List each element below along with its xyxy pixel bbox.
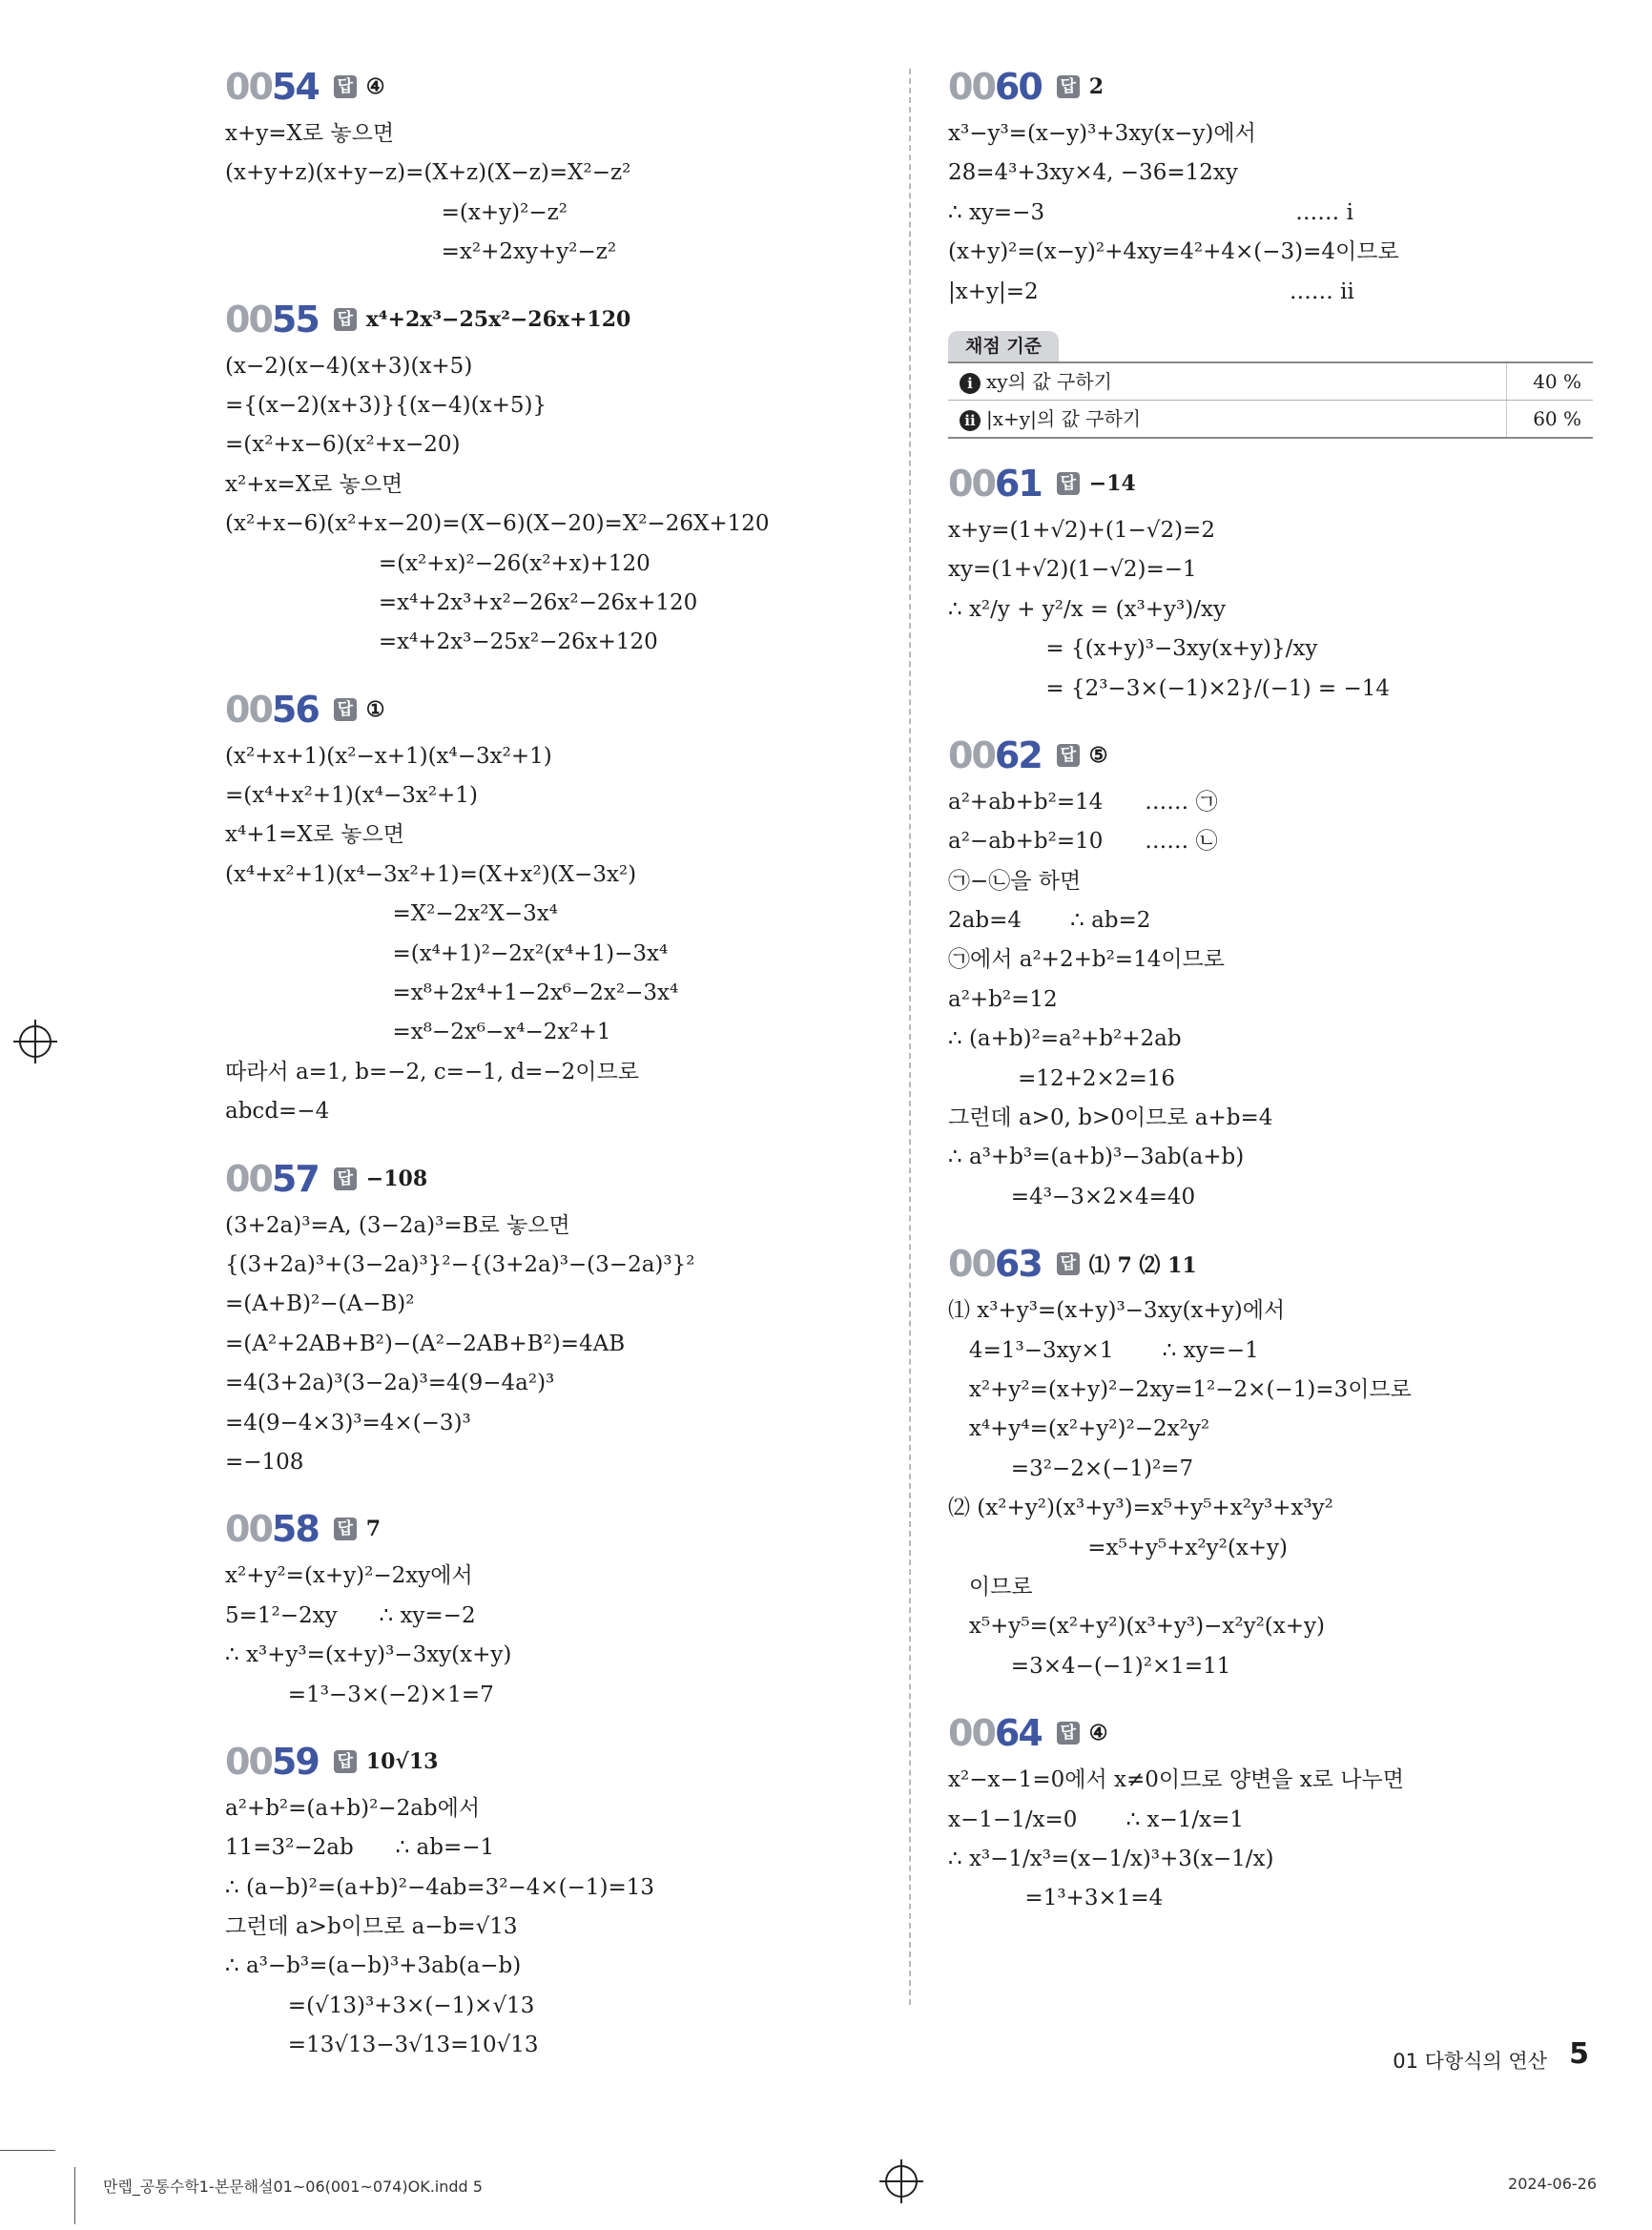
- solution-line: a²+ab+b²=14 …… ㉠: [948, 789, 1218, 815]
- answer-badge: 답: [334, 1167, 357, 1190]
- solution-line: x²+y²=(x+y)²−2xy=1²−2×(−1)=3이므로: [948, 1376, 1412, 1402]
- solution-line: =1³+3×1=4: [948, 1886, 1164, 1911]
- answer-value: ④: [1088, 1721, 1108, 1746]
- answer-value: 7: [365, 1517, 382, 1542]
- column-divider: [909, 69, 911, 2005]
- solution-line: ∴ x²/y + y²/x = (x³+y³)/xy: [948, 596, 1226, 622]
- problem-number: 0054: [225, 66, 319, 108]
- solution-line: =1³−3×(−2)×1=7: [225, 1682, 494, 1707]
- rubric-criterion: xy의 값 구하기: [986, 369, 1112, 393]
- solution-line: (x⁴+x²+1)(x⁴−3x²+1)=(X+x²)(X−3x²): [225, 861, 637, 887]
- solution-line: (3+2a)³=A, (3−2a)³=B로 놓으면: [225, 1212, 570, 1238]
- answer-value: x⁴+2x³−25x²−26x+120: [365, 306, 631, 332]
- solution-line: ∴ xy=−3 …… ⅰ: [948, 199, 1353, 225]
- solution-line: ∴ x³+y³=(x+y)³−3xy(x+y): [225, 1642, 512, 1668]
- solution-line: =4(3+2a)³(3−2a)³=4(9−4a²)³: [225, 1371, 555, 1396]
- rubric-percent: 60 %: [1506, 401, 1593, 437]
- answer-value: ①: [365, 696, 385, 722]
- answer-value: ⑴ 7 ⑵ 11: [1088, 1252, 1197, 1278]
- right-column: [948, 59, 1593, 1938]
- solution-line: =x⁴+2x³−25x²−26x+120: [225, 630, 658, 655]
- problem-number: 0061: [948, 462, 1042, 505]
- solution-line: (x+y)²=(x−y)²+4xy=4²+4×(−3)=4이므로: [948, 239, 1399, 265]
- answer-value: ④: [365, 74, 385, 99]
- solution-line: ㉠−㉡을 하면: [948, 868, 1082, 894]
- solution-line: x⁴+1=X로 놓으면: [225, 822, 404, 848]
- problem-header: [948, 1705, 1593, 1761]
- solution-line: ∴ x³−1/x³=(x−1/x)³+3(x−1/x): [948, 1846, 1274, 1871]
- solution-line: = {(x+y)³−3xy(x+y)}/xy: [948, 636, 1318, 662]
- solution-line: 4=1³−3xy×1 ∴ xy=−1: [948, 1337, 1259, 1363]
- problem-number: 0056: [225, 688, 319, 731]
- solution-line: ⑴ x³+y³=(x+y)³−3xy(x+y)에서: [948, 1298, 1286, 1324]
- solution-line: =x²+2xy+y²−z²: [225, 239, 617, 265]
- solution-line: {(3+2a)³+(3−2a)³}²−{(3+2a)³−(3−2a)³}²: [225, 1251, 695, 1277]
- problem-number: 0055: [225, 298, 319, 341]
- left-column: [225, 59, 893, 2085]
- solution-line: a²+b²=(a+b)²−2ab에서: [225, 1795, 481, 1821]
- solution-block: [948, 59, 1593, 312]
- problem-header: [225, 292, 893, 347]
- registration-mark-icon: [885, 2165, 918, 2198]
- rubric-criterion: |x+y|의 값 구하기: [986, 406, 1142, 430]
- crop-mark: [74, 2167, 75, 2224]
- solution-line: (x²+x+1)(x²−x+1)(x⁴−3x²+1): [225, 743, 552, 769]
- answer-value: −14: [1088, 470, 1136, 496]
- solution-block: [225, 1151, 893, 1483]
- solution-block: [225, 1734, 893, 2066]
- solution-block: [948, 59, 1593, 312]
- solution-line: =(x+y)²−z²: [225, 199, 568, 225]
- solution-line: =X²−2x²X−3x⁴: [225, 901, 558, 927]
- solution-line: =3×4−(−1)²×1=11: [948, 1653, 1231, 1679]
- solution-block: [948, 456, 1593, 709]
- print-slug-file: 만렙_공통수학1-본문해설01~06(001~074)OK.indd 5: [103, 2178, 483, 2196]
- problem-number: 0058: [225, 1508, 319, 1551]
- solution-line: =(√13)³+3×(−1)×√13: [225, 1993, 535, 2018]
- problem-number: 0059: [225, 1740, 319, 1783]
- solution-line: = {2³−3×(−1)×2}/(−1) = −14: [948, 675, 1391, 701]
- solution-block: [948, 1236, 1593, 1686]
- page-number: 5: [1569, 2037, 1589, 2071]
- solution-line: 11=3²−2ab ∴ ab=−1: [225, 1835, 495, 1861]
- grading-rubric: [948, 331, 1593, 439]
- answer-badge: 답: [1057, 1252, 1080, 1275]
- step-marker-icon: ii: [960, 410, 981, 431]
- rubric-row: [948, 361, 1593, 400]
- solution-line: ∴ a³−b³=(a−b)³+3ab(a−b): [225, 1953, 522, 1979]
- solution-line: x²+x=X로 놓으면: [225, 471, 403, 497]
- answer-badge: 답: [1057, 472, 1080, 495]
- solution-block: [225, 1501, 893, 1715]
- solution-line: =(A+B)²−(A−B)²: [225, 1291, 415, 1317]
- solution-line: x⁴+y⁴=(x²+y²)²−2x²y²: [948, 1416, 1210, 1442]
- crop-mark: [0, 2150, 55, 2151]
- solution-line: =4(9−4×3)³=4×(−3)³: [225, 1410, 471, 1435]
- solution-block: [225, 292, 893, 663]
- solution-block: [948, 1705, 1593, 1919]
- solution-line: x²−x−1=0에서 x≠0이므로 양변을 x로 나누면: [948, 1767, 1404, 1793]
- solution-line: 그런데 a>0, b>0이므로 a+b=4: [948, 1105, 1273, 1131]
- chapter-title: 01 다항식의 연산: [1393, 2050, 1547, 2073]
- solution-block: [225, 682, 893, 1132]
- problem-header: [948, 1236, 1593, 1291]
- solution-line: 5=1²−2xy ∴ xy=−2: [225, 1602, 476, 1628]
- solution-line: x⁵+y⁵=(x²+y²)(x³+y³)−x²y²(x+y): [948, 1614, 1325, 1640]
- solution-block: [948, 728, 1593, 1217]
- problem-header: [225, 1501, 893, 1557]
- answer-badge: 답: [334, 1518, 357, 1540]
- solution-line: x−1−1/x=0 ∴ x−1/x=1: [948, 1807, 1245, 1832]
- problem-number: 0057: [225, 1157, 319, 1200]
- answer-badge: 답: [334, 1750, 357, 1773]
- problem-header: [225, 1151, 893, 1207]
- solution-line: (x²+x−6)(x²+x−20)=(X−6)(X−20)=X²−26X+120: [225, 511, 770, 537]
- solution-line: abcd=−4: [225, 1099, 330, 1125]
- solution-line: =4³−3×2×4=40: [948, 1184, 1196, 1209]
- solution-line: =13√13−3√13=10√13: [225, 2033, 539, 2058]
- problem-number: 0064: [948, 1712, 1042, 1755]
- solution-line: 따라서 a=1, b=−2, c=−1, d=−2이므로: [225, 1059, 639, 1084]
- problem-header: [225, 682, 893, 737]
- print-slug-date: 2024-06-26: [1508, 2175, 1597, 2193]
- solution-line: x³−y³=(x−y)³+3xy(x−y)에서: [948, 121, 1256, 146]
- problem-header: [948, 456, 1593, 511]
- solution-line: a²+b²=12: [948, 986, 1058, 1012]
- answer-badge: 답: [1057, 1722, 1080, 1745]
- solution-line: x+y=(1+√2)+(1−√2)=2: [948, 517, 1215, 543]
- solution-line: a²−ab+b²=10 …… ㉡: [948, 829, 1218, 855]
- solution-line: =(x⁴+1)²−2x²(x⁴+1)−3x⁴: [225, 940, 669, 966]
- solution-line: |x+y|=2 …… ⅱ: [948, 279, 1354, 304]
- solution-line: x+y=X로 놓으면: [225, 121, 395, 146]
- solution-line: ∴ a³+b³=(a+b)³−3ab(a+b): [948, 1145, 1245, 1170]
- answer-value: −108: [365, 1166, 428, 1191]
- answer-value: 10√13: [365, 1748, 439, 1774]
- solution-line: =x⁵+y⁵+x²y²(x+y): [948, 1535, 1289, 1560]
- solution-line: 2ab=4 ∴ ab=2: [948, 908, 1151, 934]
- solution-line: xy=(1+√2)(1−√2)=−1: [948, 557, 1197, 583]
- solution-line: =x⁴+2x³+x²−26x²−26x+120: [225, 589, 698, 615]
- answer-badge: 답: [334, 308, 357, 331]
- solution-line: x²+y²=(x+y)²−2xy에서: [225, 1563, 473, 1589]
- problem-number: 0063: [948, 1243, 1042, 1286]
- solution-line: 이므로: [948, 1574, 1033, 1600]
- solution-line: ={(x−2)(x+3)}{(x−4)(x+5)}: [225, 392, 547, 418]
- solution-line: =x⁸−2x⁶−x⁴−2x²+1: [225, 1020, 611, 1045]
- solution-line: =(x²+x)²−26(x²+x)+120: [225, 550, 650, 576]
- problem-header: [948, 728, 1593, 783]
- rubric-percent: 40 %: [1506, 363, 1593, 400]
- answer-value: 2: [1088, 74, 1105, 99]
- problem-header: [225, 1734, 893, 1789]
- solution-line: (x−2)(x−4)(x+3)(x+5): [225, 353, 473, 379]
- solution-line: =(x⁴+x²+1)(x⁴−3x²+1): [225, 783, 478, 809]
- problem-number: 0060: [948, 66, 1042, 108]
- answer-value: ⑤: [1088, 742, 1108, 768]
- step-marker-icon: i: [960, 373, 981, 394]
- answer-badge: 답: [334, 75, 357, 98]
- answer-badge: 답: [1057, 75, 1080, 98]
- solution-line: =12+2×2=16: [948, 1065, 1175, 1091]
- solution-line: =3²−2×(−1)²=7: [948, 1456, 1194, 1481]
- solution-line: ⑵ (x²+y²)(x³+y³)=x⁵+y⁵+x²y³+x³y²: [948, 1496, 1333, 1521]
- problem-number: 0062: [948, 733, 1042, 776]
- rubric-title: 채점 기준: [948, 331, 1059, 361]
- solution-line: =(x²+x−6)(x²+x−20): [225, 432, 461, 458]
- answer-badge: 답: [1057, 744, 1080, 767]
- solution-line: =(A²+2AB+B²)−(A²−2AB+B²)=4AB: [225, 1331, 626, 1356]
- solution-line: ∴ (a−b)²=(a+b)²−4ab=3²−4×(−1)=13: [225, 1874, 654, 1900]
- problem-header: [948, 59, 1593, 114]
- problem-header: [225, 59, 893, 114]
- solution-line: ∴ (a+b)²=a²+b²+2ab: [948, 1026, 1182, 1052]
- solution-line: 28=4³+3xy×4, −36=12xy: [948, 160, 1238, 186]
- solution-line: ㉠에서 a²+2+b²=14이므로: [948, 947, 1225, 973]
- answer-badge: 답: [334, 698, 357, 721]
- solution-line: 그런데 a>b이므로 a−b=√13: [225, 1914, 518, 1940]
- solution-line: (x+y+z)(x+y−z)=(X+z)(X−z)=X²−z²: [225, 160, 631, 186]
- solution-line: =x⁸+2x⁴+1−2x⁶−2x²−3x⁴: [225, 981, 679, 1006]
- rubric-row: [948, 400, 1593, 439]
- solution-line: =−108: [225, 1449, 304, 1475]
- solution-block: [225, 59, 893, 273]
- registration-mark-icon: [19, 1025, 52, 1058]
